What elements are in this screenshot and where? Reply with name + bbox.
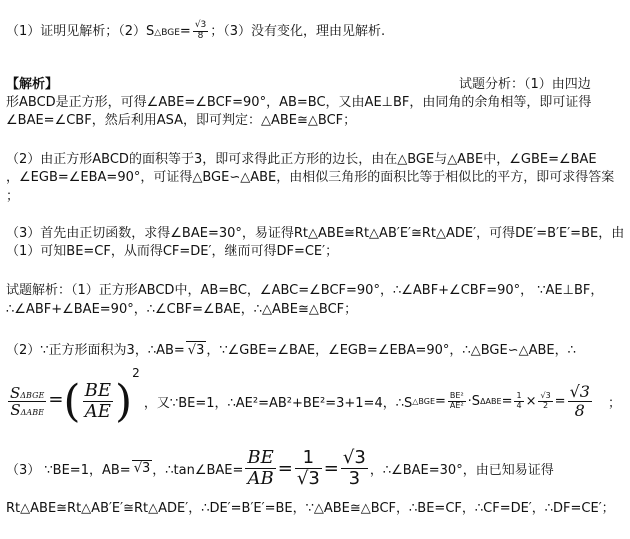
solution-1-line-2: ∴∠ABF+∠BAE=90°，∴∠CBF=∠BAE，∴△ABE≅△BCF；	[6, 302, 358, 317]
area-ratio-numerator	[8, 385, 46, 403]
solution-2-rest-a: ，又∵BE=1，∴AE²=AB²+BE²=3+1=4，∴S	[143, 396, 413, 411]
one-over-sqrt3-fraction	[295, 448, 322, 489]
one-quarter-numerator: 1	[516, 391, 522, 401]
sqrt3-over-3-numerator: √3	[342, 447, 366, 468]
one-over-sqrt3-denominator: √3	[296, 467, 320, 489]
solution-3-sqrt: √3	[133, 461, 151, 477]
solution-2-rest-e: =	[554, 394, 566, 409]
analysis-1-line-3: ∠BAE=∠CBF，然后利用ASA，即可判定：△ABE≅△BCF；	[6, 113, 357, 128]
sqrt3-over-3-denominator: 3	[348, 467, 361, 489]
solution-2-line-1	[6, 341, 576, 359]
solution-2-rest-b: =	[435, 394, 446, 409]
result-fraction	[568, 383, 592, 419]
solution-3-text-c: ，∴∠BAE=30°，由已知易证得	[369, 462, 554, 478]
solution-2-formula	[6, 366, 621, 427]
solution-2-rest-sub: △BGE	[412, 397, 436, 406]
be-over-ae-fraction	[83, 381, 113, 422]
area-ratio-denominator-s: S	[10, 401, 21, 419]
times-sign: ×	[525, 394, 537, 409]
analysis-tag: 【解析】	[6, 77, 59, 92]
ae-denominator: AE	[84, 401, 111, 422]
analysis-3-line-2: （1）可知BE=CF，从而得CF=DE′，继而可得DF=CE′；	[6, 244, 339, 259]
answer-line	[6, 21, 385, 42]
solution-2-rest-c-sub: ΔABE	[480, 397, 502, 406]
analysis-2-line-3: ；	[6, 189, 20, 204]
answer-part-2: ；（3）没有变化，理由见解析.	[210, 23, 386, 39]
solution-3-eq-1: =	[277, 457, 293, 479]
area-ratio-denominator-sub: ΔABE	[20, 408, 44, 417]
answer-fraction-denominator: 8	[197, 30, 204, 41]
be2-numerator: BE²	[449, 391, 464, 401]
answer-equals: =	[179, 23, 191, 39]
one-over-sqrt3-numerator: 1	[295, 448, 322, 469]
area-ratio-equals: =	[48, 389, 64, 410]
solution-1-line-1: 试题解析：（1）正方形ABCD中，AB=BC，∠ABC=∠BCF=90°，∴∠ABF+∠CBF=90°， ∵AE⊥BF，	[6, 283, 604, 298]
sqrt3-over-2-denominator: 2	[543, 401, 549, 410]
analysis-intro: 试题分析：（1）由四边	[459, 77, 591, 92]
sqrt3-over-2-fraction	[538, 392, 552, 411]
solution-2-rest-d: =	[501, 394, 513, 409]
solution-2-text-c: ，∵∠GBE=∠BAE，∠EGB=∠EBA=90°，∴△BGE∽△ABE，∴	[206, 343, 576, 358]
answer-subscript: △BGE	[154, 27, 180, 38]
solution-2-text-a: （2）∵正方形面积为3，∴AB=	[6, 343, 185, 358]
sqrt3-over-3-fraction	[341, 448, 368, 489]
be2-over-ae2-fraction	[448, 392, 466, 411]
analysis-2-line-2: ，∠EGB=∠EBA=90°，可证得△BGE∽△ABE，由相似三角形的面积比等于相似比的平方，即可求得答案	[6, 170, 615, 185]
be-numerator: BE	[84, 380, 111, 402]
one-quarter-denominator: 4	[516, 401, 522, 410]
result-denominator: 8	[574, 401, 585, 420]
solution-3-eq-2: =	[323, 457, 339, 479]
solution-3-line-2: Rt△ABE≅Rt△AB′E′≅Rt△ADE′，∴DE′=B′E′=BE，∵△ABE≅△BCF，∴BE=CF，∴CF=DE′，∴DF=CE′；	[6, 501, 615, 516]
square-exponent: 2	[132, 366, 140, 380]
solution-3-line-1	[6, 448, 554, 489]
area-ratio-numerator-sub: ΔBGE	[20, 390, 45, 400]
one-quarter-fraction	[514, 392, 523, 411]
sqrt-three: √3	[187, 343, 205, 358]
analysis-1-line-2: 形ABCD是正方形，可得∠ABE=∠BCF=90°，AB=BC，又由AE⊥BF，由同角的余角相等，即可证得	[6, 95, 592, 110]
be-over-ab-numerator: BE	[247, 447, 274, 468]
solution-3-text-b: ，∴tan∠BAE=	[152, 462, 244, 478]
be-over-ab-fraction	[245, 448, 275, 489]
analysis-3-line-1: （3）首先由正切函数，求得∠BAE=30°，易证得Rt△ABE≅Rt△AB′E′≅Rt△ADE′，可得DE′=B′E′=BE，由	[6, 226, 625, 241]
answer-fraction-numerator: √3	[194, 20, 207, 30]
solution-3-text-a: （3） ∵BE=1，AB=	[6, 462, 131, 478]
answer-fraction	[193, 21, 208, 42]
area-ratio-numerator-s: S	[10, 383, 21, 402]
area-ratio-denominator	[8, 402, 46, 419]
left-paren: (	[63, 376, 81, 427]
area-ratio-fraction	[8, 385, 46, 419]
result-numerator: √3	[569, 382, 590, 402]
sqrt3-over-2-numerator: √3	[540, 391, 551, 401]
solution-2-rest-c: ·S	[467, 394, 481, 409]
right-paren: )	[114, 376, 133, 427]
solution-2-end: ；	[607, 396, 621, 411]
answer-part-1: （1）证明见解析；（2）S	[6, 23, 155, 39]
analysis-2-line-1: （2）由正方形ABCD的面积等于3，即可求得此正方形的边长，由在△BGE与△ABE中，∠GBE=∠BAE	[6, 152, 597, 167]
be-over-ab-denominator: AB	[247, 467, 274, 489]
ae2-denominator: AE²	[449, 401, 464, 410]
